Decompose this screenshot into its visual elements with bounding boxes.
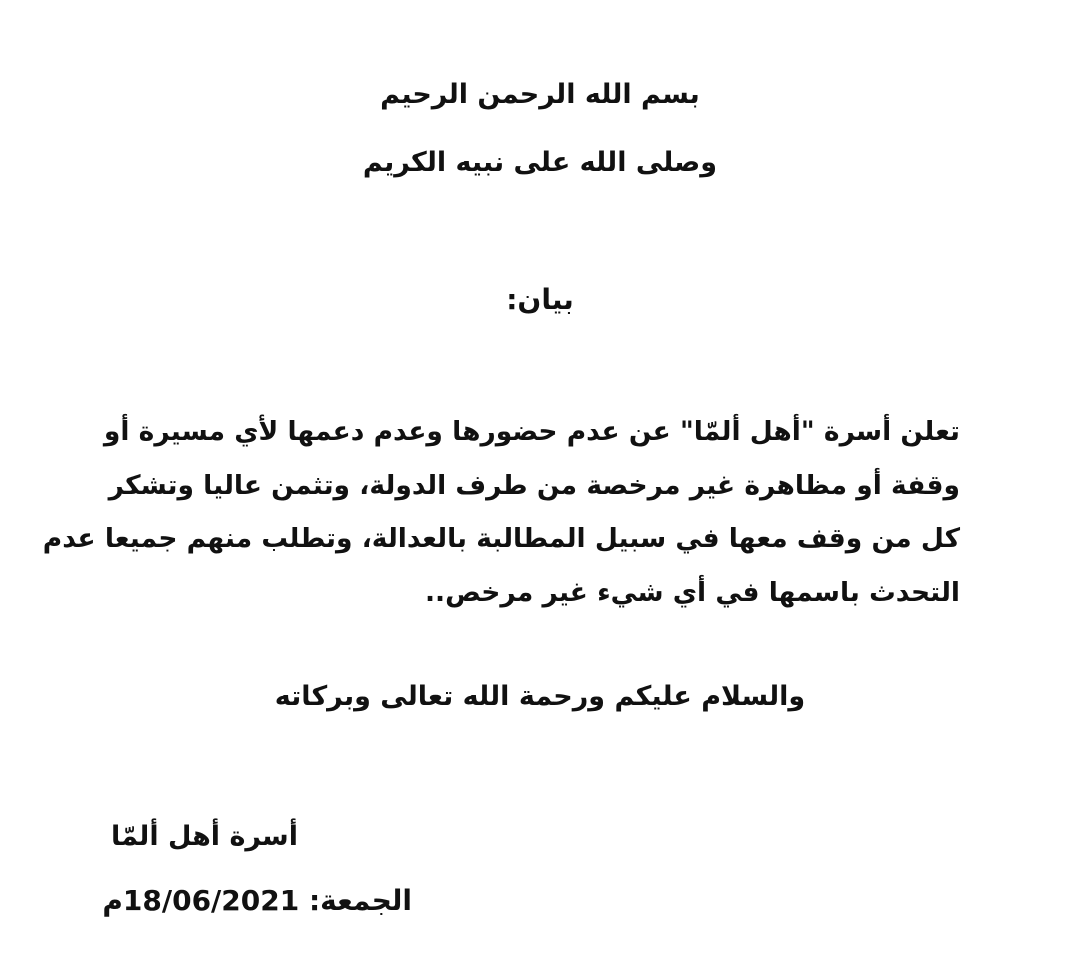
signature: أسرة أهل ألمّا bbox=[110, 821, 298, 852]
date-line bbox=[102, 876, 412, 926]
body-line: التحدث باسمها في أي شيء غير مرخص.. bbox=[424, 576, 960, 608]
basmala: بسم الله الرحمن الرحيم bbox=[380, 79, 700, 110]
salawat-line: وصلى الله على نبيه الكريم bbox=[362, 147, 718, 178]
body-line: تعلن أسرة "أهل ألمّا" عن عدم حضورها وعدم دعمها لأي مسيرة أو bbox=[103, 416, 960, 447]
body-line: وقفة أو مظاهرة غير مرخصة من طرف الدولة، وتثمن عاليا وتشكر bbox=[108, 469, 960, 501]
date-label: الجمعة: bbox=[308, 884, 412, 917]
statement-body bbox=[42, 405, 960, 619]
statement-heading: بيان: bbox=[506, 283, 574, 316]
date-value: 18/06/2021م bbox=[102, 884, 300, 917]
closing-greeting: والسلام عليكم ورحمة الله تعالى وبركاته bbox=[274, 681, 806, 712]
body-line: كل من وقف معها في سبيل المطالبة بالعدالة، وتطلب منهم جميعا عدم bbox=[42, 523, 960, 554]
